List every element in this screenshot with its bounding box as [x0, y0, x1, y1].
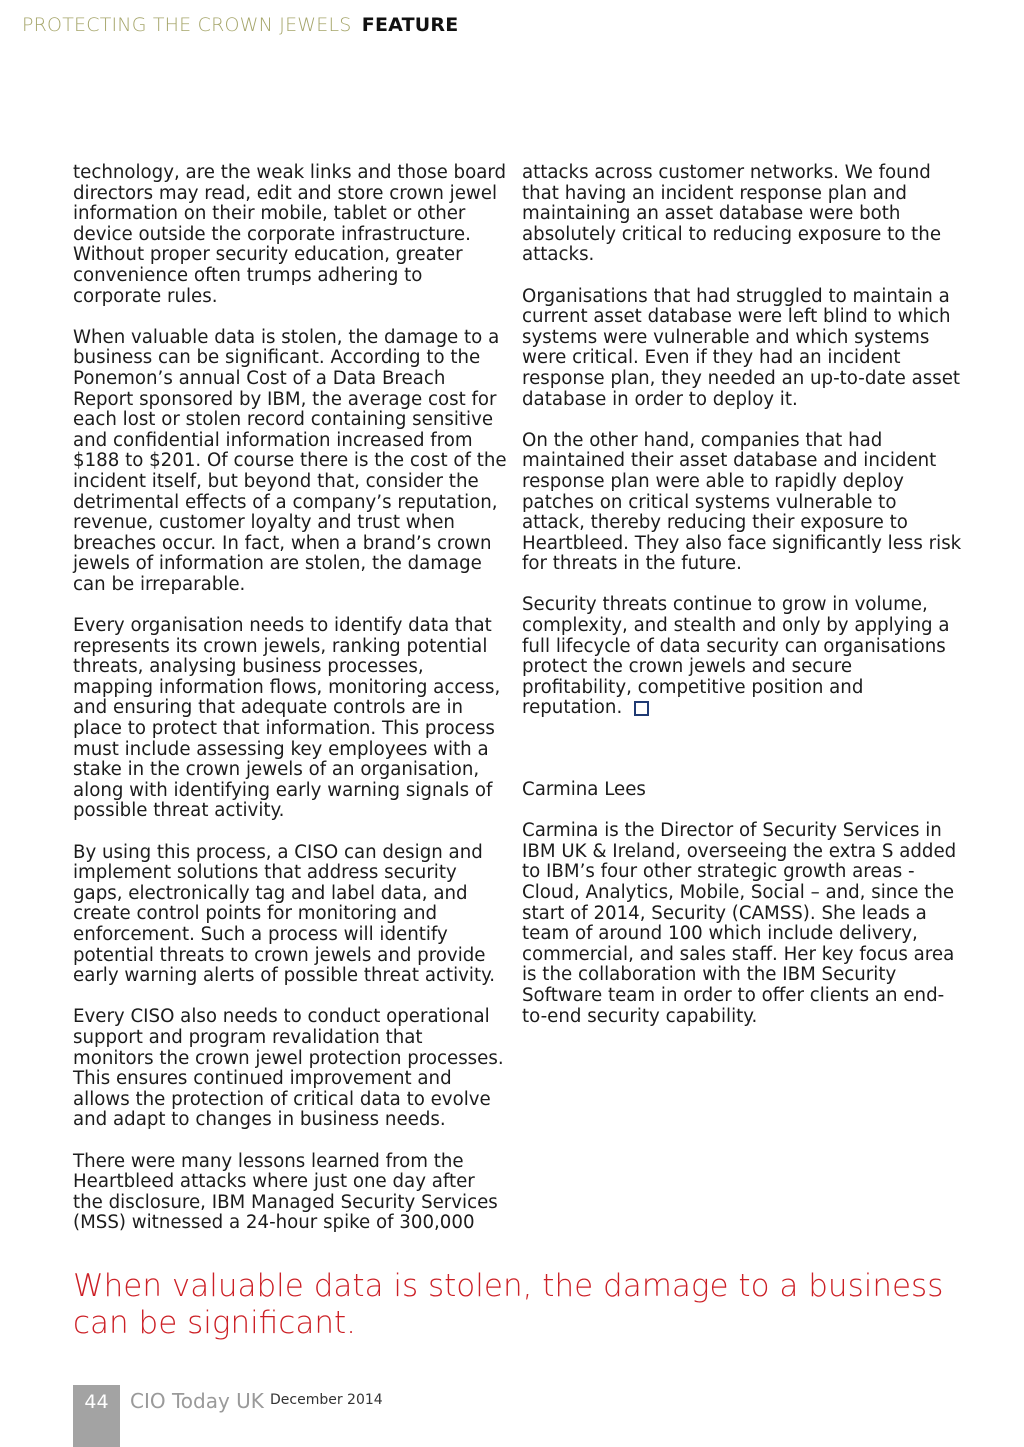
closing-paragraph [522, 595, 962, 719]
running-header [22, 14, 458, 36]
page-number: 44 [84, 1391, 109, 1413]
body-paragraph: Organisations that had struggled to maintain a current asset database were left blind to which systems were vulnerable and which systems were critical. Even if they had an incident response plan, they needed an up-to-date asset database in order to deploy it. [522, 285, 961, 410]
end-of-article-icon [634, 701, 649, 716]
publication-name: CIO Today UK [130, 1389, 264, 1413]
issue-date: December 2014 [270, 1392, 383, 1408]
right-column [522, 163, 962, 1048]
body-paragraph: When valuable data is stolen, the damage to a business can be significant. According to the Ponemon’s annual Cost of a Data Breach Report sponsored by IBM, the average cost for each lost or stolen record containing sensitive and confidential information increased from $188 to $201. Of course there is the cost of the incident itself, but beyond that, consider the detrimental effects of a company’s reputation, revenue, customer loyalty and trust when breaches occur. In fact, when a brand’s crown jewels of information are stolen, the damage can be irreparable. [73, 326, 507, 595]
body-paragraph: By using this process, a CISO can design and implement solutions that address security gaps, electronically tag and label data, and create control points for monitoring and enforcement. Such a process will identify potential threats to crown jewels and provide early warning alerts of possible threat activity. [73, 841, 496, 987]
body-paragraph: Every organisation needs to identify data that represents its crown jewels, ranking potential threats, analysing business processes, mapping information flows, monitoring access, and ensuring that adequate controls are in place to protect that information. This process must include assessing key employees with a stake in the crown jewels of an organisation, along with identifying early warning signals of possible threat activity. [73, 615, 501, 822]
pull-quote: When valuable data is stolen, the damage to a business can be significant. [73, 1268, 944, 1341]
page-footer [73, 1385, 773, 1447]
section-title: PROTECTING THE CROWN JEWELS [22, 14, 352, 36]
author-bio: Carmina is the Director of Security Services in IBM UK & Ireland, overseeing the extra S added to IBM’s four other strategic growth areas - Cloud, Analytics, Mobile, Social – and, since the start of 2014, Security (CAMSS). She leads a team of around 100 which include delivery, commercial, and sales staff. Her key focus area is the collaboration with the IBM Security Software team in order to offer clients an end-to-end security capability. [522, 820, 957, 1027]
body-paragraph: technology, are the weak links and those board directors may read, edit and store crown jewel information on their mobile, tablet or other device outside the corporate infrastructure. Without proper security education, greater convenience often trumps adhering to corporate rules. [73, 162, 507, 307]
page-number-box [73, 1385, 120, 1447]
author-name: Carmina Lees [522, 779, 646, 801]
feature-tag: FEATURE [361, 14, 459, 36]
body-paragraph: Every CISO also needs to conduct operational support and program revalidation that monitors the crown jewel protection processes. This ensures continued improvement and allows the protection of critical data to evolve and adapt to changes in business needs. [73, 1006, 504, 1131]
body-paragraph: On the other hand, companies that had maintained their asset database and incident response plan were able to rapidly deploy patches on critical systems vulnerable to attack, thereby reducing their exposure to Heartbleed. They also face significantly less risk for threats in the future. [522, 429, 962, 575]
body-paragraph: There were many lessons learned from the Heartbleed attacks where just one day after the disclosure, IBM Managed Security Services (MSS) witnessed a 24-hour spike of 300,000 [73, 1150, 498, 1234]
left-column [73, 163, 508, 1254]
closing-text: Security threats continue to grow in volume, complexity, and stealth and only by applying a full lifecycle of data security can organisations protect the crown jewels and secure profitability, competitive position and reputation. [522, 594, 950, 719]
body-paragraph: attacks across customer networks. We found that having an incident response plan and maintaining an asset database were both absolutely critical to reducing exposure to the attacks. [522, 162, 942, 266]
